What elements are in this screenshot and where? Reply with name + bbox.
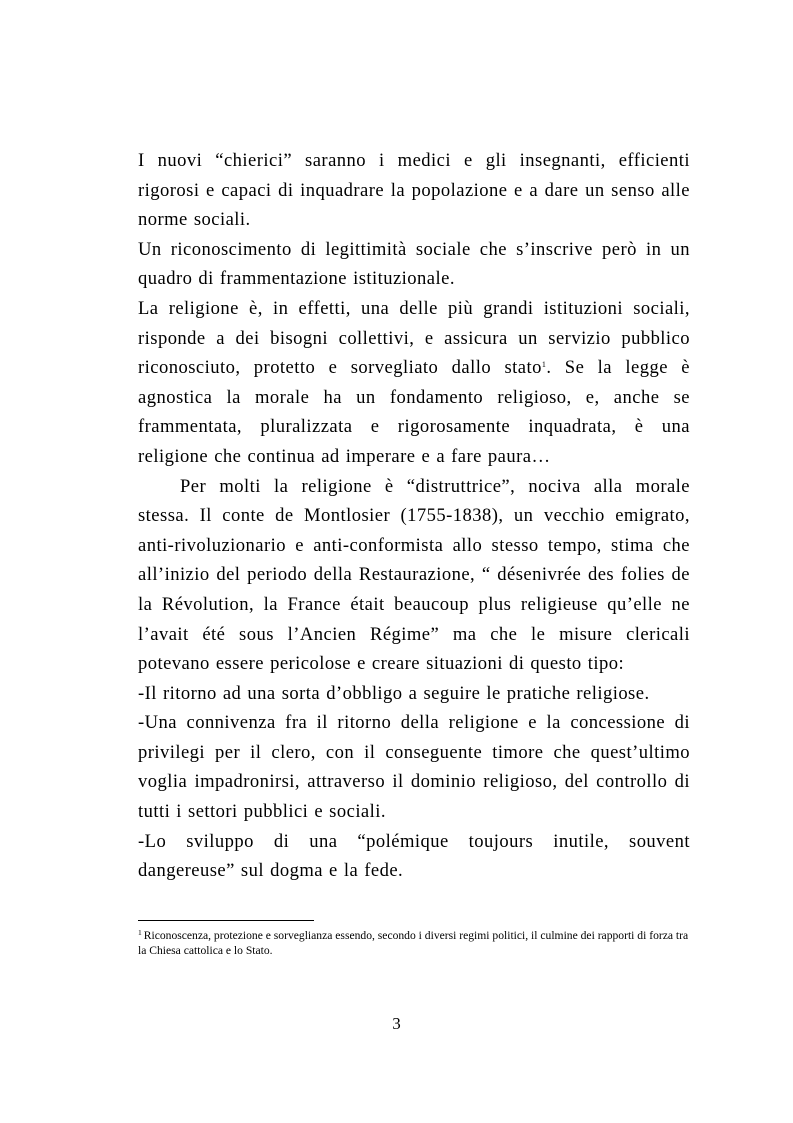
paragraph-3-text-after-note: . Se la legge è agnostica la morale ha un fondamento religioso, e, anche se frammentata, pluralizzata e rigorosamente inquadrata, è una religione che continua ad imperare e a fare paura… (138, 357, 690, 467)
footnote-separator (138, 920, 314, 921)
list-item-2: -Una connivenza fra il ritorno della religione e la concessione di privilegi per il clero, con il conseguente timore che quest’ultimo voglia impadronirsi, attraverso il dominio religioso, del controllo di tutti i settori pubblici e sociali. (138, 712, 690, 823)
paragraph-3 (138, 294, 690, 472)
footnote-number: 1 (138, 928, 142, 937)
list-item-3: -Lo sviluppo di una “polémique toujours inutile, souvent dangereuse” sul dogma e la fede. (138, 830, 690, 882)
footnote-text: Riconoscenza, protezione e sorveglianza essendo, secondo i diversi regimi politici, il culmine dei rapporti di forza tra la Chiesa cattolica e lo Stato. (138, 929, 689, 957)
body-text (138, 146, 690, 886)
paragraph-2: Un riconoscimento di legittimità sociale che s’inscrive però in un quadro di frammentazione istituzionale. (138, 238, 690, 290)
paragraph-1: I nuovi “chierici” saranno i medici e gli insegnanti, efficienti rigorosi e capaci di inquadrare la popolazione e a dare un senso alle norme sociali. (138, 150, 690, 231)
paragraph-4: Per molti la religione è “distruttrice”, nociva alla morale stessa. Il conte de Montlosier (1755-1838), un vecchio emigrato, anti-rivoluzionario e anti-conformista allo stesso tempo, stima che all’inizio del periodo della Restaurazione, “ désenivrée des folies de la Révolution, la France était beaucoup plus religieuse qu’elle ne l’avait été sous l’Ancien Régime” ma che le misure clericali potevano essere pericolose e creare situazioni di questo tipo: (138, 475, 690, 675)
page-number: 3 (392, 1014, 401, 1033)
footnote (138, 928, 690, 958)
footnote-reference[interactable]: 1 (541, 360, 547, 370)
paragraph-3-text-before-note: La religione è, in effetti, una delle più grandi istituzioni sociali, risponde a dei bisogni collettivi, e assicura un servizio pubblico riconosciuto, protetto e sorvegliato dallo stato (138, 297, 690, 379)
list-item-1: -Il ritorno ad una sorta d’obbligo a seguire le pratiche religiose. (138, 682, 650, 704)
